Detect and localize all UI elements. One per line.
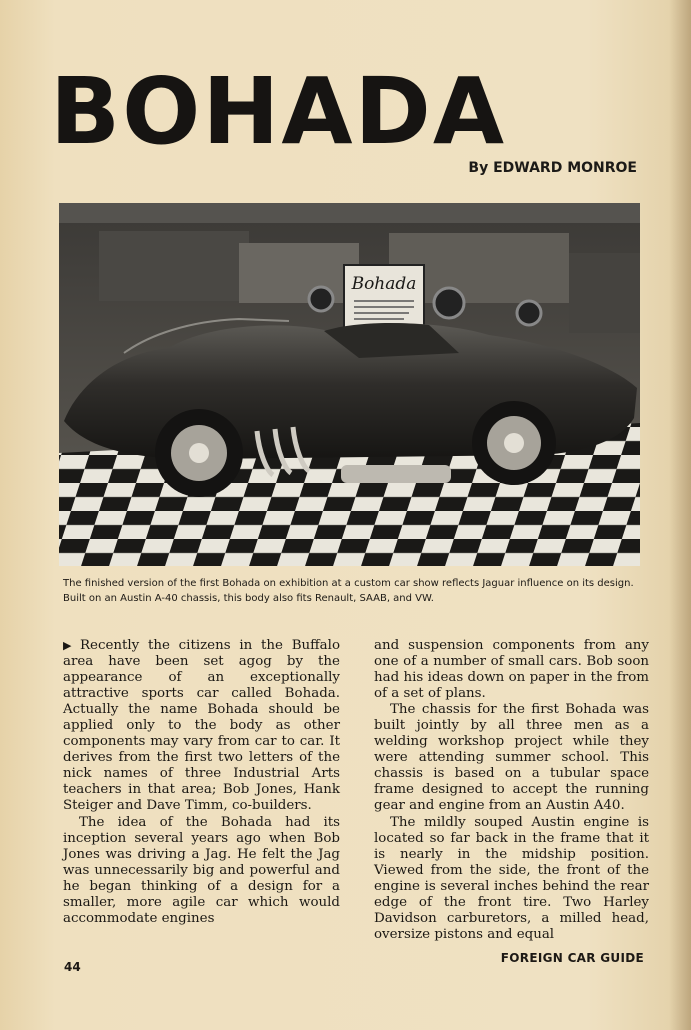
paragraph-1: [63, 638, 340, 815]
car-photo: [59, 203, 640, 566]
photo-caption: The finished version of the first Bohada on exhibition at a custom car show reflects Jaguar influence on its design. Built on an Austin A-40 chassis, this body also fits Renault, SAAB, and VW.: [63, 578, 634, 604]
body-column-left: [63, 638, 340, 927]
paragraph-3: and suspension components from any one of a number of small cars. Bob soon had his ideas down on paper in the from of a set of plans.: [374, 638, 649, 702]
paragraph-1-text: Recently the citizens in the Buffalo area have been set agog by the appearance of an exceptionally attractive sports car called Bohada. Actually the name Bohada should be applied only to the body as other components may vary from car to car. It derives from the first two letters of the nick names of three Industrial Arts teachers in that area; Bob Jones, Hank Steiger and Dave Timm, co-builders.: [63, 638, 341, 814]
paragraph-2: The idea of the Bohada had its inception several years ago when Bob Jones was driving a Jag. He felt the Jag was unnecessarily big and powerful and he began thinking of a design for a smaller, more agile car which would accommodate engines: [63, 814, 340, 926]
paragraph-4: The chassis for the first Bohada was built jointly by all three men as a welding workshop project while they were attending summer school. This chassis is based on a tubular space frame designed to accept the running gear and engine from an Austin A40.: [374, 702, 649, 814]
bohada-sign-text: Bohada: [351, 274, 417, 294]
page-spine-shadow: [669, 0, 691, 1030]
paragraph-5: The mildly souped Austin engine is located so far back in the frame that it is nearly in the midship position. Viewed from the side, the front of the engine is several inches behind the rear edge of the front tire. Two Harley Davidson carburetors, a milled head, oversize pistons and equal: [374, 814, 649, 942]
page-number: 44: [64, 960, 81, 974]
article-byline: By EDWARD MONROE: [468, 160, 637, 176]
article-title: BOHADA: [50, 58, 507, 165]
car-photo-illustration: [59, 203, 640, 566]
publication-title: FOREIGN CAR GUIDE: [500, 951, 644, 965]
arrow-bullet-icon: ▶: [63, 639, 76, 652]
body-column-right: [374, 638, 649, 943]
